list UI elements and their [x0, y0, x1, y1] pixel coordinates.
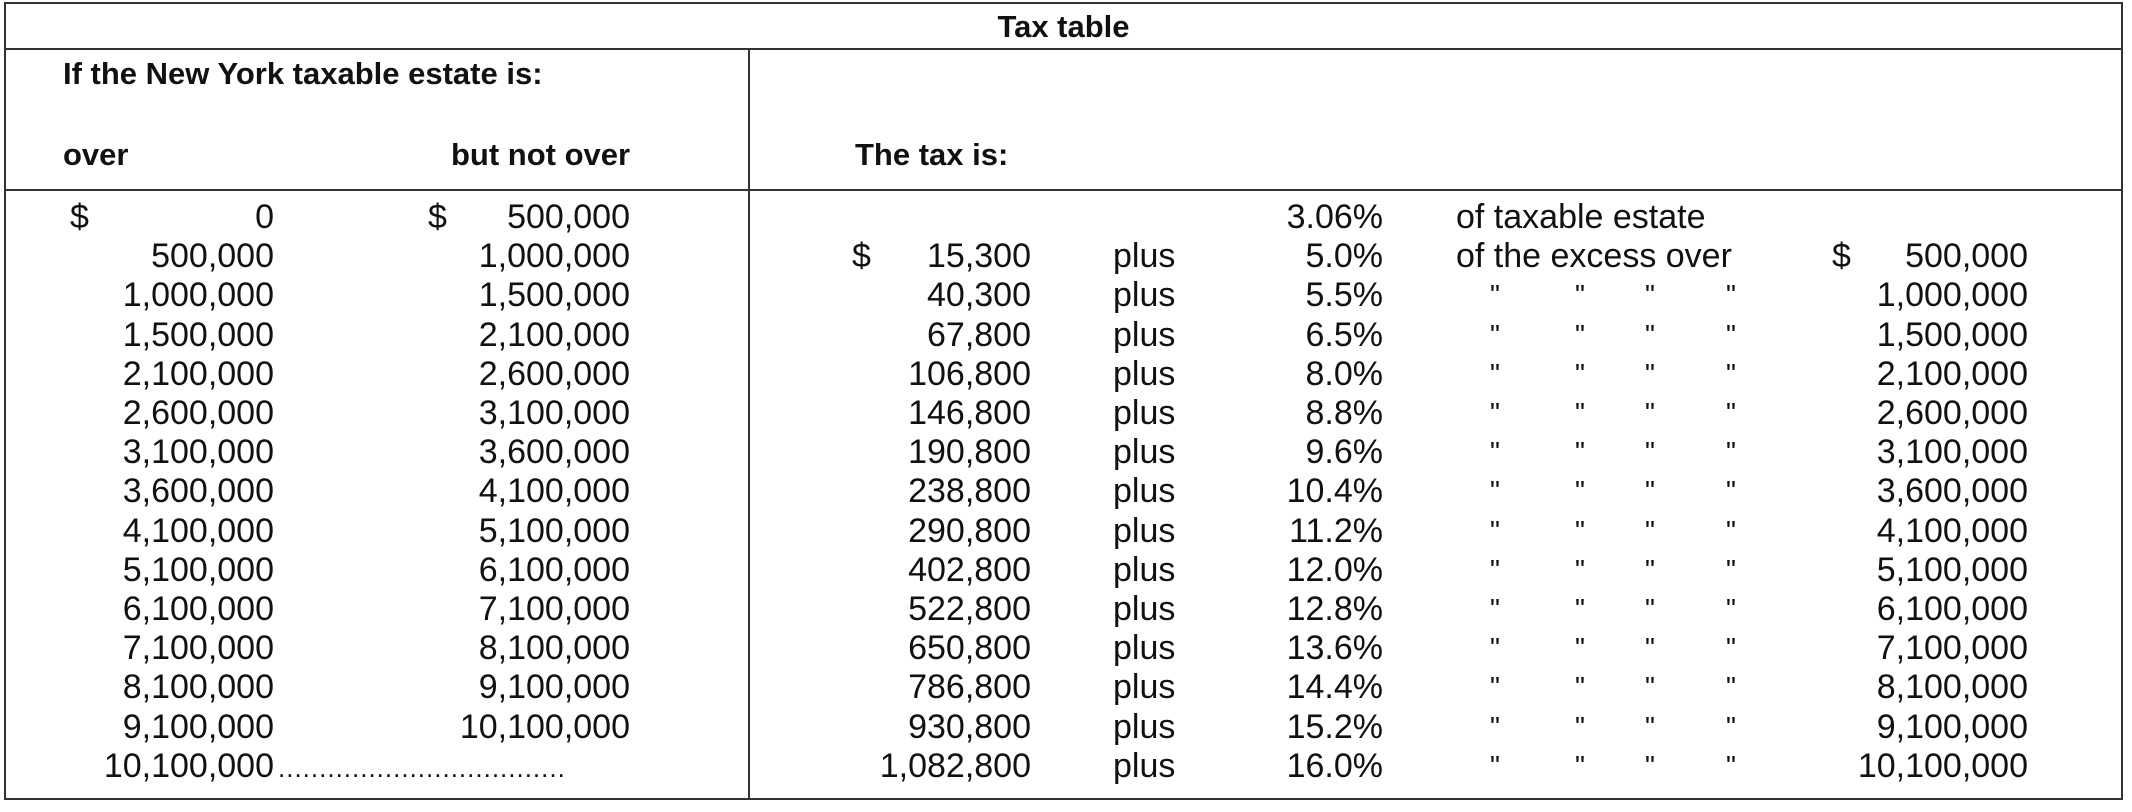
tax-rate: 3.06%: [1286, 198, 1383, 236]
excess-over-amount: 9,100,000: [1876, 707, 2028, 746]
over-amount: 6,100,000: [122, 590, 274, 628]
ditto-mark: ": [1645, 593, 1655, 624]
ditto-mark: ": [1490, 749, 1500, 781]
plus-label: plus: [1113, 472, 1176, 511]
excess-over-amount: 3,100,000: [1876, 433, 2028, 472]
tax-rate: 5.5%: [1305, 276, 1383, 315]
ditto-mark: ": [1490, 593, 1500, 624]
ditto-mark: ": [1726, 514, 1736, 546]
ditto-mark: ": [1490, 632, 1500, 664]
over-amount: 10,100,000: [103, 746, 274, 785]
tax-table: [4, 2, 2123, 800]
ditto-mark: ": [1490, 514, 1500, 546]
ditto-mark: ": [1726, 632, 1736, 664]
plus-label: plus: [1113, 668, 1176, 707]
tax-rate: 8.8%: [1305, 394, 1383, 432]
not-over-amount: 1,500,000: [478, 276, 630, 315]
base-tax: 238,800: [908, 472, 1031, 511]
base-tax: 146,800: [908, 394, 1031, 432]
excess-over-amount: 5,100,000: [1876, 550, 2028, 589]
ditto-mark: ": [1726, 357, 1736, 389]
ditto-mark: ": [1575, 749, 1585, 781]
ditto-mark: ": [1490, 475, 1500, 507]
tax-rate: 12.8%: [1286, 590, 1383, 628]
not-over-amount: 3,100,000: [478, 394, 630, 432]
ditto-mark: ": [1575, 318, 1585, 350]
of-taxable-estate: of taxable estate: [1456, 198, 1706, 236]
tax-rate: 6.5%: [1305, 315, 1383, 354]
tax-rate: 11.2%: [1289, 511, 1383, 550]
ditto-mark: ": [1726, 593, 1736, 624]
over-amount: 500,000: [151, 237, 274, 276]
not-over-amount: 1,000,000: [478, 237, 630, 276]
ditto-mark: ": [1490, 397, 1500, 428]
over-amount: 1,000,000: [122, 276, 274, 315]
excess-over-amount: 8,100,000: [1876, 668, 2028, 707]
excess-over-amount: 500,000: [1905, 237, 2028, 276]
excess-over-amount: 2,600,000: [1876, 394, 2028, 432]
plus-label: plus: [1113, 550, 1176, 589]
ditto-mark: ": [1645, 553, 1655, 585]
over-amount: 3,100,000: [122, 433, 274, 472]
base-tax: 15,300: [927, 237, 1031, 276]
excess-over-amount: 10,100,000: [1857, 746, 2028, 785]
ditto-mark: ": [1490, 671, 1500, 703]
of-excess-over: of the excess over: [1456, 237, 1732, 276]
ditto-mark: ": [1645, 749, 1655, 781]
not-over-amount: 2,600,000: [478, 354, 630, 393]
tax-rate: 9.6%: [1305, 433, 1383, 472]
plus-label: plus: [1113, 276, 1176, 315]
base-tax: 1,082,800: [879, 746, 1031, 785]
column-divider: [748, 48, 750, 800]
table-title: Tax table: [997, 9, 1130, 44]
ditto-mark: ": [1645, 514, 1655, 546]
over-amount: 9,100,000: [122, 707, 274, 746]
dollar-sign: $: [1832, 237, 1851, 276]
ditto-mark: ": [1575, 357, 1585, 389]
ditto-mark: ": [1575, 710, 1585, 742]
plus-label: plus: [1113, 511, 1176, 550]
estate-header: If the New York taxable estate is:: [63, 56, 543, 91]
ditto-mark: ": [1726, 553, 1736, 585]
ditto-mark: ": [1490, 710, 1500, 742]
col-header-not-over: but not over: [451, 137, 631, 172]
over-amount: 0: [255, 198, 274, 236]
excess-over-amount: 7,100,000: [1876, 629, 2028, 668]
over-amount: 2,100,000: [122, 354, 274, 393]
not-over-amount: 8,100,000: [478, 629, 630, 668]
col-header-tax: The tax is:: [855, 137, 1009, 172]
ditto-mark: ": [1645, 279, 1655, 311]
ditto-mark: ": [1575, 436, 1585, 468]
excess-over-amount: 1,500,000: [1876, 315, 2028, 354]
base-tax: 290,800: [908, 511, 1031, 550]
excess-over-amount: 6,100,000: [1876, 590, 2028, 628]
plus-label: plus: [1113, 315, 1176, 354]
dollar-sign: $: [70, 198, 89, 236]
ditto-mark: ": [1645, 318, 1655, 350]
ditto-mark: ": [1490, 436, 1500, 468]
not-over-amount: 500,000: [507, 198, 630, 236]
tax-rate: 10.4%: [1286, 472, 1383, 511]
ditto-mark: ": [1726, 475, 1736, 507]
ditto-mark: ": [1726, 318, 1736, 350]
tax-rate: 16.0%: [1286, 746, 1383, 785]
title-divider: [4, 48, 2123, 50]
over-amount: 1,500,000: [122, 315, 274, 354]
not-over-amount: 6,100,000: [478, 550, 630, 589]
ditto-mark: ": [1645, 632, 1655, 664]
base-tax: 650,800: [908, 629, 1031, 668]
ditto-mark: ": [1575, 593, 1585, 624]
ditto-mark: ": [1575, 632, 1585, 664]
leader-dots: ...................................: [278, 752, 566, 783]
excess-over-amount: 1,000,000: [1876, 276, 2028, 315]
ditto-mark: ": [1490, 553, 1500, 585]
ditto-mark: ": [1575, 475, 1585, 507]
ditto-mark: ": [1575, 553, 1585, 585]
tax-rate: 12.0%: [1286, 550, 1383, 589]
tax-rate: 15.2%: [1286, 707, 1383, 746]
over-amount: 2,600,000: [122, 394, 274, 432]
base-tax: 40,300: [927, 276, 1031, 315]
dollar-sign: $: [428, 198, 447, 236]
ditto-mark: ": [1490, 357, 1500, 389]
not-over-amount: 7,100,000: [478, 590, 630, 628]
ditto-mark: ": [1645, 436, 1655, 468]
base-tax: 190,800: [908, 433, 1031, 472]
not-over-amount: 10,100,000: [459, 707, 630, 746]
ditto-mark: ": [1490, 318, 1500, 350]
ditto-mark: ": [1575, 671, 1585, 703]
header-divider: [4, 189, 2123, 191]
ditto-mark: ": [1575, 397, 1585, 428]
excess-over-amount: 2,100,000: [1876, 354, 2028, 393]
over-amount: 4,100,000: [122, 511, 274, 550]
base-tax: 786,800: [908, 668, 1031, 707]
base-tax: 106,800: [908, 354, 1031, 393]
plus-label: plus: [1113, 746, 1176, 785]
base-tax: 522,800: [908, 590, 1031, 628]
plus-label: plus: [1113, 433, 1176, 472]
ditto-mark: ": [1726, 436, 1736, 468]
ditto-mark: ": [1726, 749, 1736, 781]
tax-rate: 5.0%: [1305, 237, 1383, 276]
not-over-amount: 4,100,000: [478, 472, 630, 511]
tax-rate: 13.6%: [1286, 629, 1383, 668]
tax-rate: 8.0%: [1305, 354, 1383, 393]
not-over-amount: 5,100,000: [478, 511, 630, 550]
over-amount: 3,600,000: [122, 472, 274, 511]
not-over-amount: 9,100,000: [478, 668, 630, 707]
ditto-mark: ": [1726, 710, 1736, 742]
tax-rate: 14.4%: [1286, 668, 1383, 707]
ditto-mark: ": [1726, 671, 1736, 703]
not-over-amount: 3,600,000: [478, 433, 630, 472]
plus-label: plus: [1113, 707, 1176, 746]
not-over-amount: 2,100,000: [478, 315, 630, 354]
ditto-mark: ": [1645, 710, 1655, 742]
col-header-over: over: [63, 137, 129, 172]
base-tax: 67,800: [927, 315, 1031, 354]
ditto-mark: ": [1645, 357, 1655, 389]
plus-label: plus: [1113, 237, 1176, 276]
ditto-mark: ": [1490, 279, 1500, 311]
base-tax: 402,800: [908, 550, 1031, 589]
over-amount: 5,100,000: [122, 550, 274, 589]
ditto-mark: ": [1645, 397, 1655, 428]
plus-label: plus: [1113, 590, 1176, 628]
over-amount: 8,100,000: [122, 668, 274, 707]
plus-label: plus: [1113, 394, 1176, 432]
plus-label: plus: [1113, 354, 1176, 393]
over-amount: 7,100,000: [122, 629, 274, 668]
ditto-mark: ": [1645, 671, 1655, 703]
excess-over-amount: 4,100,000: [1876, 511, 2028, 550]
ditto-mark: ": [1575, 514, 1585, 546]
ditto-mark: ": [1726, 279, 1736, 311]
plus-label: plus: [1113, 629, 1176, 668]
dollar-sign: $: [852, 237, 871, 276]
ditto-mark: ": [1726, 397, 1736, 428]
ditto-mark: ": [1645, 475, 1655, 507]
excess-over-amount: 3,600,000: [1876, 472, 2028, 511]
base-tax: 930,800: [908, 707, 1031, 746]
ditto-mark: ": [1575, 279, 1585, 311]
